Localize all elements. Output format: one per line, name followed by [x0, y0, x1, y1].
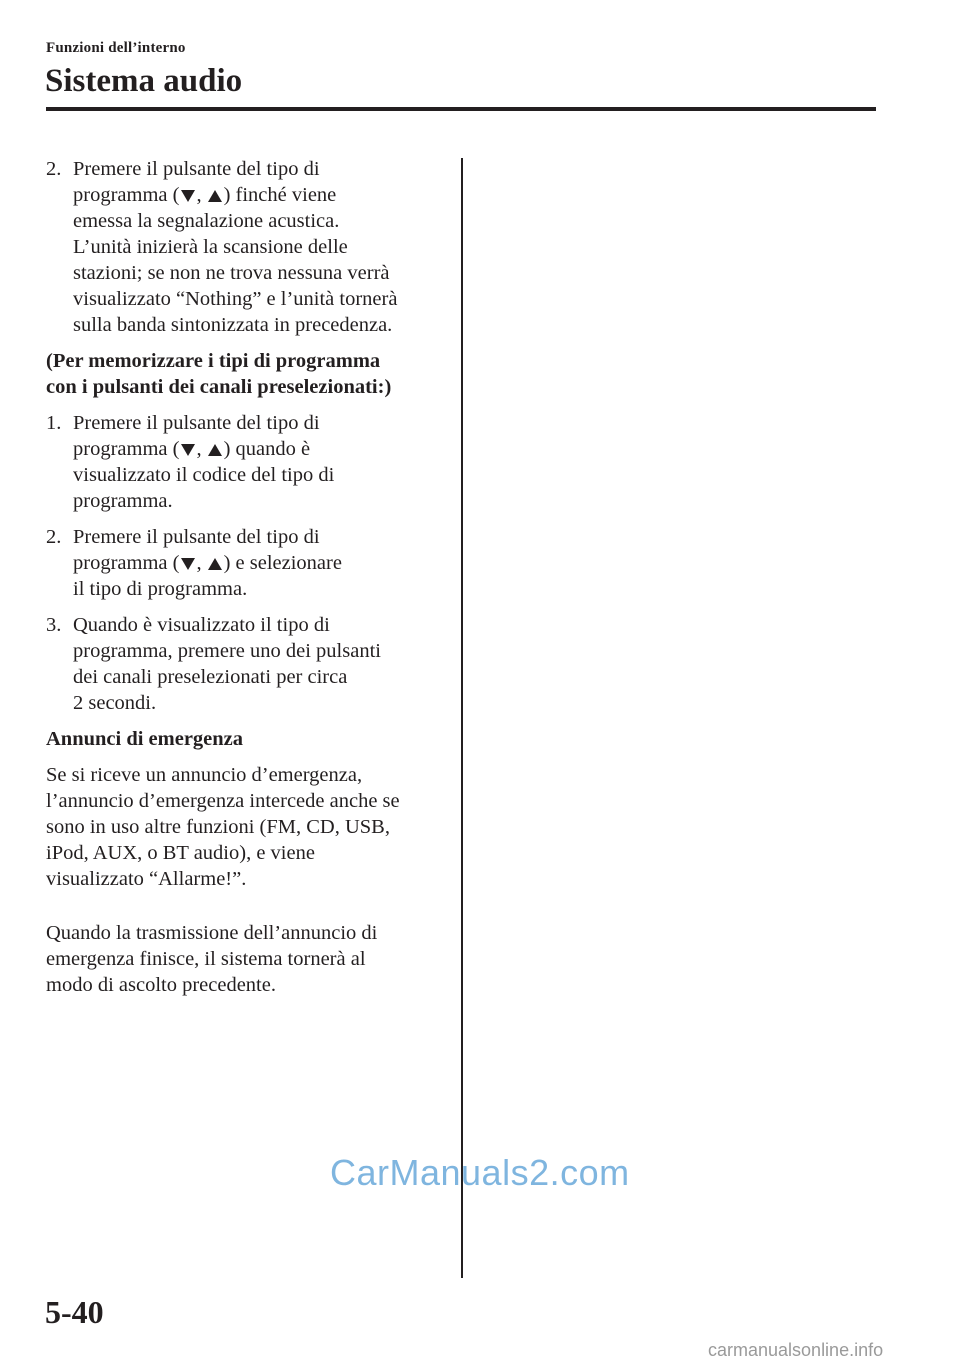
step-line: Premere il pulsante del tipo di	[73, 412, 320, 434]
memorize-step-1	[46, 410, 446, 514]
memorize-heading	[46, 348, 446, 400]
memorize-step-2	[46, 524, 446, 602]
step-text: ) finché viene	[223, 184, 337, 206]
paragraph-gap	[46, 902, 446, 920]
step-line: sulla banda sintonizzata in precedenza.	[73, 314, 393, 336]
step-body	[73, 156, 446, 338]
heading-line: con i pulsanti dei canali preselezionati:)	[46, 376, 392, 398]
step-line: programma.	[73, 490, 173, 512]
step-line: programma, premere uno dei pulsanti	[73, 640, 381, 662]
triangle-down-icon	[181, 444, 195, 456]
step-line: stazioni; se non ne trova nessuna verrà	[73, 262, 390, 284]
step-body	[73, 524, 446, 602]
paragraph-line: sono in uso altre funzioni (FM, CD, USB,	[46, 816, 390, 838]
triangle-up-icon	[208, 444, 222, 456]
step-line-with-icons	[73, 550, 446, 576]
step-text: programma (	[73, 552, 180, 574]
step-number: 1.	[46, 412, 62, 434]
header-divider	[46, 107, 876, 111]
column-divider	[461, 158, 463, 1278]
step-line: il tipo di programma.	[73, 578, 248, 600]
paragraph-line: visualizzato “Allarme!”.	[46, 868, 247, 890]
step-line-with-icons	[73, 436, 446, 462]
emergency-paragraph-1	[46, 762, 446, 892]
triangle-up-icon	[208, 558, 222, 570]
step-line: visualizzato “Nothing” e l’unità tornerà	[73, 288, 398, 310]
footer-watermark: carmanualsonline.info	[708, 1340, 884, 1360]
step-line: L’unità inizierà la scansione delle	[73, 236, 348, 258]
step-line: visualizzato il codice del tipo di	[73, 464, 335, 486]
paragraph-line: l’annuncio d’emergenza intercede anche se	[46, 790, 400, 812]
heading-line: (Per memorizzare i tipi di programma	[46, 350, 381, 372]
step-text: ,	[196, 438, 202, 460]
step-text: programma (	[73, 438, 180, 460]
step-number: 2.	[46, 158, 62, 180]
step-line: Premere il pulsante del tipo di	[73, 526, 320, 548]
triangle-up-icon	[208, 190, 222, 202]
left-column	[46, 156, 446, 1008]
step-body	[73, 612, 446, 716]
intro-step	[46, 156, 446, 338]
step-number: 2.	[46, 526, 62, 548]
step-line: Quando è visualizzato il tipo di	[73, 614, 330, 636]
memorize-step-3	[46, 612, 446, 716]
page-title: Sistema audio	[45, 63, 243, 99]
step-line: emessa la segnalazione acustica.	[73, 210, 340, 232]
step-body	[73, 410, 446, 514]
step-number: 3.	[46, 614, 62, 636]
step-text: ,	[196, 184, 202, 206]
step-text: programma (	[73, 184, 180, 206]
step-line: dei canali preselezionati per circa	[73, 666, 348, 688]
emergency-paragraph-2	[46, 920, 446, 998]
paragraph-line: Quando la trasmissione dell’annuncio di	[46, 922, 378, 944]
emergency-heading: Annunci di emergenza	[46, 728, 244, 750]
watermark: CarManuals2.com	[330, 1152, 630, 1193]
step-text: ,	[196, 552, 202, 574]
step-text: ) e selezionare	[223, 552, 342, 574]
step-line-with-icons	[73, 182, 446, 208]
paragraph-line: iPod, AUX, o BT audio), e viene	[46, 842, 315, 864]
step-line: Premere il pulsante del tipo di	[73, 158, 320, 180]
triangle-down-icon	[181, 190, 195, 202]
page-number: 5-40	[45, 1294, 104, 1330]
paragraph-line: modo di ascolto precedente.	[46, 974, 276, 996]
step-line: 2 secondi.	[73, 692, 157, 714]
triangle-down-icon	[181, 558, 195, 570]
section-label: Funzioni dell’interno	[46, 40, 186, 56]
paragraph-line: Se si riceve un annuncio d’emergenza,	[46, 764, 363, 786]
paragraph-line: emergenza finisce, il sistema tornerà al	[46, 948, 366, 970]
step-text: ) quando è	[223, 438, 311, 460]
